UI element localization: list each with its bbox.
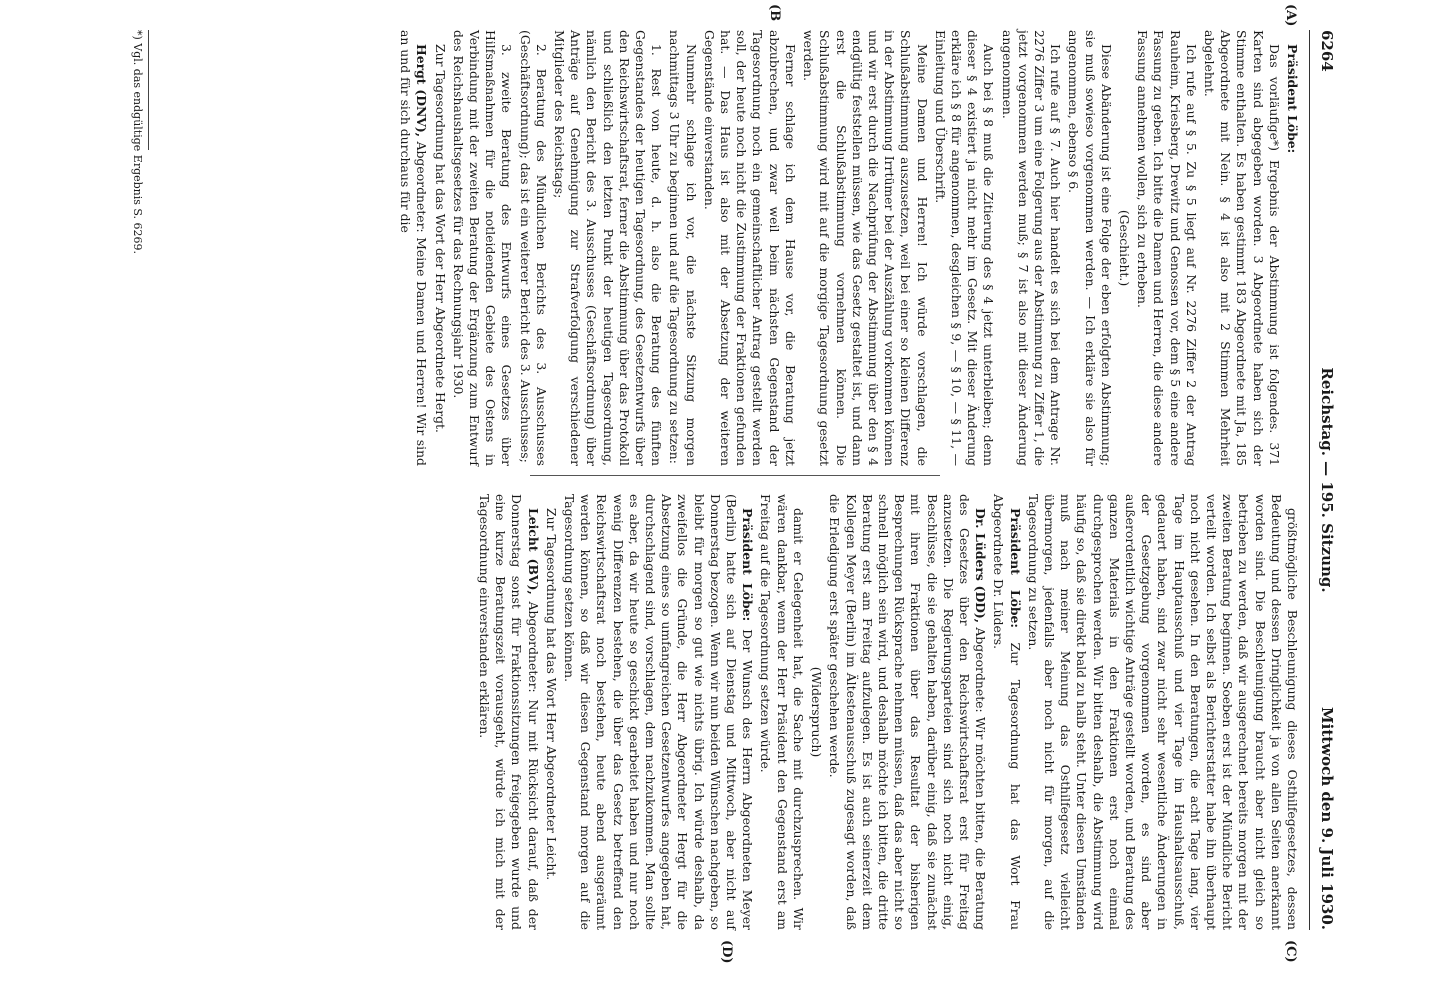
margin-mark-a: (A) [1283, 4, 1298, 27]
paragraph [516, 30, 548, 466]
paragraph-text: Auch bei § 8 muß die Zitierung des § 4 jetzt unterbleiben; denn dieser § 4 existiert ja nicht mehr im Gesetz. Mit dieser Änderung erkläre ich § 8 für angenommen, desgleichen § 9, — § 10, — § 11, — Einleitung und Überschrift. [932, 30, 997, 466]
paragraph [551, 30, 664, 466]
paragraph [990, 494, 1022, 930]
column-divider [530, 475, 940, 476]
speaker-name: Leicht (BV), [525, 508, 541, 595]
paragraph [476, 494, 541, 930]
paragraph-text: Abgeordneter: Meine Damen und Herren! Wir sind an und für sich durchaus für die [398, 30, 430, 466]
paragraph-text: Zur Tagesordnung hat das Wort Herr Abgeordneter Leicht. [543, 508, 559, 881]
paragraph-text: Ich rufe auf § 7. Auch hier handelt es sich bei dem Antrage Nr. 2276 Ziffer 3 um eine Folgerung aus der Abstimmung zu Ziffer 1, die jetzt vorgenommen werden muß; § 7 ist also mit dieser Änderung angenommen. [999, 30, 1064, 466]
paragraph-text: Ferner schlage ich dem Hause vor, die Beratung jetzt abzubrechen, und zwar weil beim nächsten Gegenstand der Tagesordnung noch ein gemeinschaftlicher Antrag gestellt werden soll, der heute noch nicht die Zustimmung der Fraktionen gefunden hat. — Das Haus ist also mit der Absetzung der weiteren Gegenstände einverstanden. [701, 30, 798, 466]
paragraph-text: Zur Tagesordnung hat das Wort der Herr Abgeordnete Hergt. [432, 44, 448, 433]
paragraph-text: Diese Abänderung ist eine Folge der eben erfolgten Abstimmung; sie muß sowieso vorgenommen werden. — Ich erkläre sie also für angenommen, ebenso § 6. [1066, 30, 1114, 466]
paragraph [1201, 30, 1282, 466]
paragraph-text: 2. Beratung des Mündlichen Berichts des 3. Ausschusses (Geschäftsordnung); das ist ein weiterer Bericht des 3. Ausschusses; [517, 30, 549, 466]
paragraph-text: Ich rufe auf § 5. Zu § 5 liegt auf Nr. 2276 Ziffer 2 der Antrag Rauheim, Kriesberg, Drewitz und Genossen vor, dem § 5 eine andere Fassung zu geben. Ich bitte die Damen und Herren, die diese andere Fassung annehmen wollen, sich zu erheben. [1135, 30, 1199, 466]
paragraph-text: (Geschieht.) [1116, 209, 1132, 287]
header-rule [1309, 30, 1310, 930]
footnote: *) Vgl. das endgültige Ergebnis S. 6269. [131, 30, 144, 255]
right-column [474, 494, 1300, 930]
paragraph-text: Das vorläufige*) Ergebnis der Abstimmung ist folgendes. 371 Karten sind abgegeben worden. 3 Abgeordnete haben sich der Stimme enthalten. Es haben gestimmt 183 Abgeordnete mit Ja, 185 Abgeordnete mit Nein. § 4 ist also mit 2 Stimmen Mehrheit abgelehnt. [1201, 30, 1282, 466]
paragraph [450, 30, 515, 466]
paragraph [431, 30, 447, 466]
left-column [395, 30, 1300, 466]
paragraph-text: Meine Damen und Herren! Ich würde vorschlagen, die Schlußabstimmung auszusetzen, weil bei einer so kleinen Differenz in der Abstimmung Irrtümer bei der Auszählung vorkommen können und wir erst durch die Nachprüfung der Abstimmung über den § 4 endgültig feststellen müssen, wie das Gesetz gestaltet ist, und dann erst die Schlußabstimmung vornehmen können. Die Schlußabstimmung wird mit auf die morgige Tagesordnung gesetzt werden. [801, 30, 930, 466]
paragraph [701, 30, 798, 466]
speaker-name: Hergt (DNV), [414, 44, 430, 138]
speaker-name: Präsident Löbe: [1007, 508, 1023, 628]
paragraph [757, 494, 806, 930]
paragraph [1284, 30, 1300, 466]
paragraph-text: Nunmehr schlage ich vor, die nächste Sitzung morgen nachmittags 3 Uhr zu beginnen und auf die Tagesordnung zu setzen: [667, 30, 699, 466]
paragraph [1134, 30, 1199, 466]
paragraph [1025, 494, 1300, 930]
paragraph-text: Abgeordnete: Wir möchten bitten, die Beratung des Gesetzes über den Reichswirtschaftsrat erst für Freitag anzusetzen. Die Regierungsparteien sind sich noch nicht einig, Beschlüsse, die sie gehalten haben, darüber einig, daß sie zunächst mit ihren Fraktionen über das Resultat der bisherigen Besprechungen Rücksprache nehmen müssen, daß das aber nicht so schnell möglich sein wird, und deshalb möchte ich bitten, die dritte Beratung erst am Freitag aufzulegen. Es ist auch seinerzeit dem Kollegen Meyer (Berlin) im Ältestenausschuß zugesagt worden, daß die Erledigung erst später geschehen werde. [827, 494, 989, 930]
speaker-name: Präsident Löbe: [1285, 44, 1300, 154]
speaker-name: Dr. Lüders (DD), [973, 508, 989, 624]
page-number: 6264 [1318, 30, 1336, 72]
page-header [1310, 30, 1336, 930]
paragraph [826, 494, 988, 930]
session-date: Mittwoch den 9. Juli 1930. [1318, 707, 1336, 930]
paragraph [800, 30, 930, 466]
paragraph-text: damit er Gelegenheit hat, die Sache mit durchzusprechen. Wir wären dankbar, wenn der Herr Präsident den Gegenstand erst am Freitag auf die Tagesordnung setzen würde. [758, 494, 806, 930]
paragraph [397, 30, 429, 466]
paragraph-text: 1. Rest von heute, d. h. also die Beratung des fünften Gegenstandes der heutigen Tagesordnung, des Gesetzentwurfs über den Reichswirtschaftsrat, ferner die Abstimmung über das Protokoll und schließlich den letzten Punkt der heutigen Tagesordnung, nämlich den Bericht des 3. Ausschusses (Geschäftsordnung) über Anträge auf Genehmigung zur Strafverfolgung verschiedener Mitglieder des Reichstags; [552, 30, 665, 466]
footnote-rule [148, 30, 149, 150]
paragraph [808, 494, 824, 930]
paragraph-text: Der Wunsch des Herrn Abgeordneten Meyer (Berlin) hatte sich auf Dienstag und Mittwoch, aber nicht auf Donnerstag bezogen. Wenn wir nun beiden Wünschen nachgeben, so bleibt für morgen so gut wie nichts übrig. Ich würde deshalb, da zweifellos die Gründe, die Herr Abgeordneter Hergt für die Absetzung eines so umfangreichen Gesetzentwurfes angegeben hat, durchschlagend sind, vorschlagen, dem nachzukommen. Man sollte es aber, da wir heute so geschickt gearbeitet haben und nur noch wenig Differenzen bestehen, die über das Gesetz betreffend den Reichswirtschaftsrat noch bestehen, heute abend ausgeräumt werden können, so daß wir diesen Gegenstand morgen auf die Tagesordnung setzen können. [562, 494, 756, 930]
paragraph [1116, 30, 1132, 466]
paragraph-text: Zur Tagesordnung hat das Wort Frau Abgeordnete Dr. Lüders. [991, 494, 1023, 930]
margin-mark-d: (D) [719, 940, 734, 964]
session-title: Reichstag. — 195. Sitzung. [1318, 367, 1336, 593]
paragraph [561, 494, 755, 930]
speaker-name: Präsident Löbe: [740, 508, 756, 622]
margin-mark-b: (B [767, 4, 782, 22]
paragraph [1065, 30, 1114, 466]
paragraph-text: Abgeordneter: Nur mit Rücksicht darauf, daß der Donnerstag sonst für Fraktionssitzungen freigegeben wurde und eine kurze Beratungszeit vorausgeht, würde ich mich mit der Tagesordnung einverstanden erklären. [477, 494, 541, 930]
paragraph [932, 30, 997, 466]
paragraph [666, 30, 698, 466]
paragraph [998, 30, 1063, 466]
paragraph [543, 494, 559, 930]
paragraph-text: größtmögliche Beschleunigung dieses Osthilfegesetzes, dessen Bedeutung und dessen Dringlichkeit ja von allen Seiten anerkannt worden sind. Die Beschleunigung braucht aber nicht gleich so betrieben zu werden, daß wir ausgerechnet bereits morgen mit der zweiten Beratung beginnen. Soeben erst ist der Mündliche Bericht verteilt worden. Ich selbst als Berichterstatter habe ihn überhaupt noch nicht gesehen. In den Beratungen, die acht Tage lang, vier Tage im Hauptausschuß und vier Tage im Haushaltsausschuß, gedauert haben, sind zwar nicht sehr wesentliche Änderungen in der Gesetzgebung vorgenommen worden, es sind aber außerordentlich wichtige Anträge gestellt worden, und Beratung des ganzen Materials in den Fraktionen erst noch einmal durchgesprochen werden. Wir bitten deshalb, die Abstimmung wird häufig so, daß sie direkt bald zu halb steht. Unter diesen Umständen muß nach meiner Meinung das Osthilfegesetz vielleicht übermorgen, jedenfalls aber noch nicht für morgen, auf die Tagesordnung zu setzen. [1025, 494, 1300, 930]
paragraph-text: 3. zweite Beratung des Entwurfs eines Gesetzes über Hilfsmaßnahmen für die notleidenden Gebiete des Ostens in Verbindung mit der zweiten Beratung der Ergänzung zum Entwurf des Reichshaushaltsgesetzes für das Rechnungsjahr 1930. [450, 30, 515, 466]
paragraph-text: (Widerspruch) [809, 666, 825, 758]
margin-mark-c: (C) [1283, 940, 1298, 963]
